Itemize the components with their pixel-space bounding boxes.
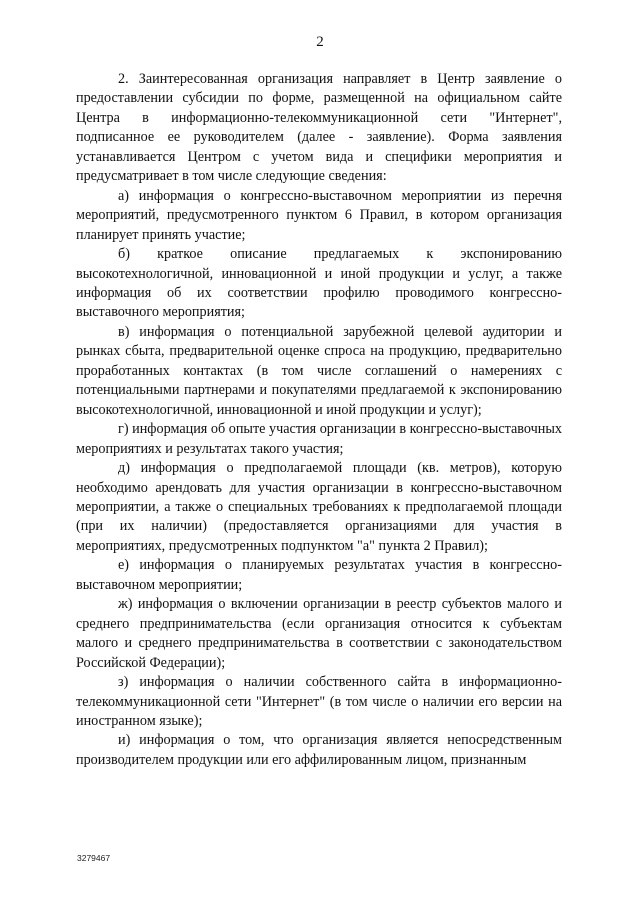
- document-code: 3279467: [77, 853, 111, 863]
- subitem-a: а) информация о конгрессно-выставочном мероприятии из перечня мероприятий, предусмотренного пунктом 6 Правил, в котором организация планирует принять участие;: [76, 187, 562, 243]
- subitem-v: в) информация о потенциальной зарубежной целевой аудитории и рынках сбыта, предварительной оценке спроса на продукцию, предварительно проработанных контактах (в том числе соглашений о намерениях с потенциальными партнерами и покупателями предлагаемой к экспонированию высокотехнологичной, инновационной и иной продукции и услуг);: [76, 323, 562, 418]
- subitem-zh: ж) информация о включении организации в реестр субъектов малого и среднего предпринимательства (если организация относится к субъектам малого и среднего предпринимательства в соответствии с законодательством Российской Федерации);: [76, 596, 562, 671]
- paragraph-item-2: 2. Заинтересованная организация направляет в Центр заявление о предоставлении субсидии по форме, размещенной на официальном сайте Центра в информационно-телекоммуникационной сети "Интернет", подписанное ее руководителем (далее - заявление). Форма заявления устанавливается Центром с учетом вида и специфики мероприятия и предусматривает в том числе следующие сведения:: [76, 71, 562, 185]
- subitem-g: г) информация об опыте участия организации в конгрессно-выставочных мероприятиях и результатах такого участия;: [76, 421, 562, 457]
- subitem-e: е) информация о планируемых результатах участия в конгрессно-выставочном мероприятии;: [76, 557, 562, 593]
- document-body: [76, 70, 562, 770]
- subitem-i: и) информация о том, что организация является непосредственным производителем продукции или его аффилированным лицом, признанным: [76, 732, 562, 768]
- subitem-z: з) информация о наличии собственного сайта в информационно-телекоммуникационной сети "Интернет" (в том числе о наличии его версии на иностранном языке);: [76, 674, 562, 729]
- subitem-b: б) краткое описание предлагаемых к экспонированию высокотехнологичной, инновационной и иной продукции и услуг, а также информация об их соответствии профилю проводимого конгрессно-выставочного мероприятия;: [76, 246, 562, 321]
- page-number: 2: [316, 34, 324, 50]
- subitem-d: д) информация о предполагаемой площади (кв. метров), которую необходимо арендовать для участия организации в конгрессно-выставочном мероприятии, а также о специальных требованиях к предполагаемой площади (при их наличии) (предоставляется организациями для участия в мероприятиях, предусмотренных подпунктом "а" пункта 2 Правил);: [76, 460, 562, 554]
